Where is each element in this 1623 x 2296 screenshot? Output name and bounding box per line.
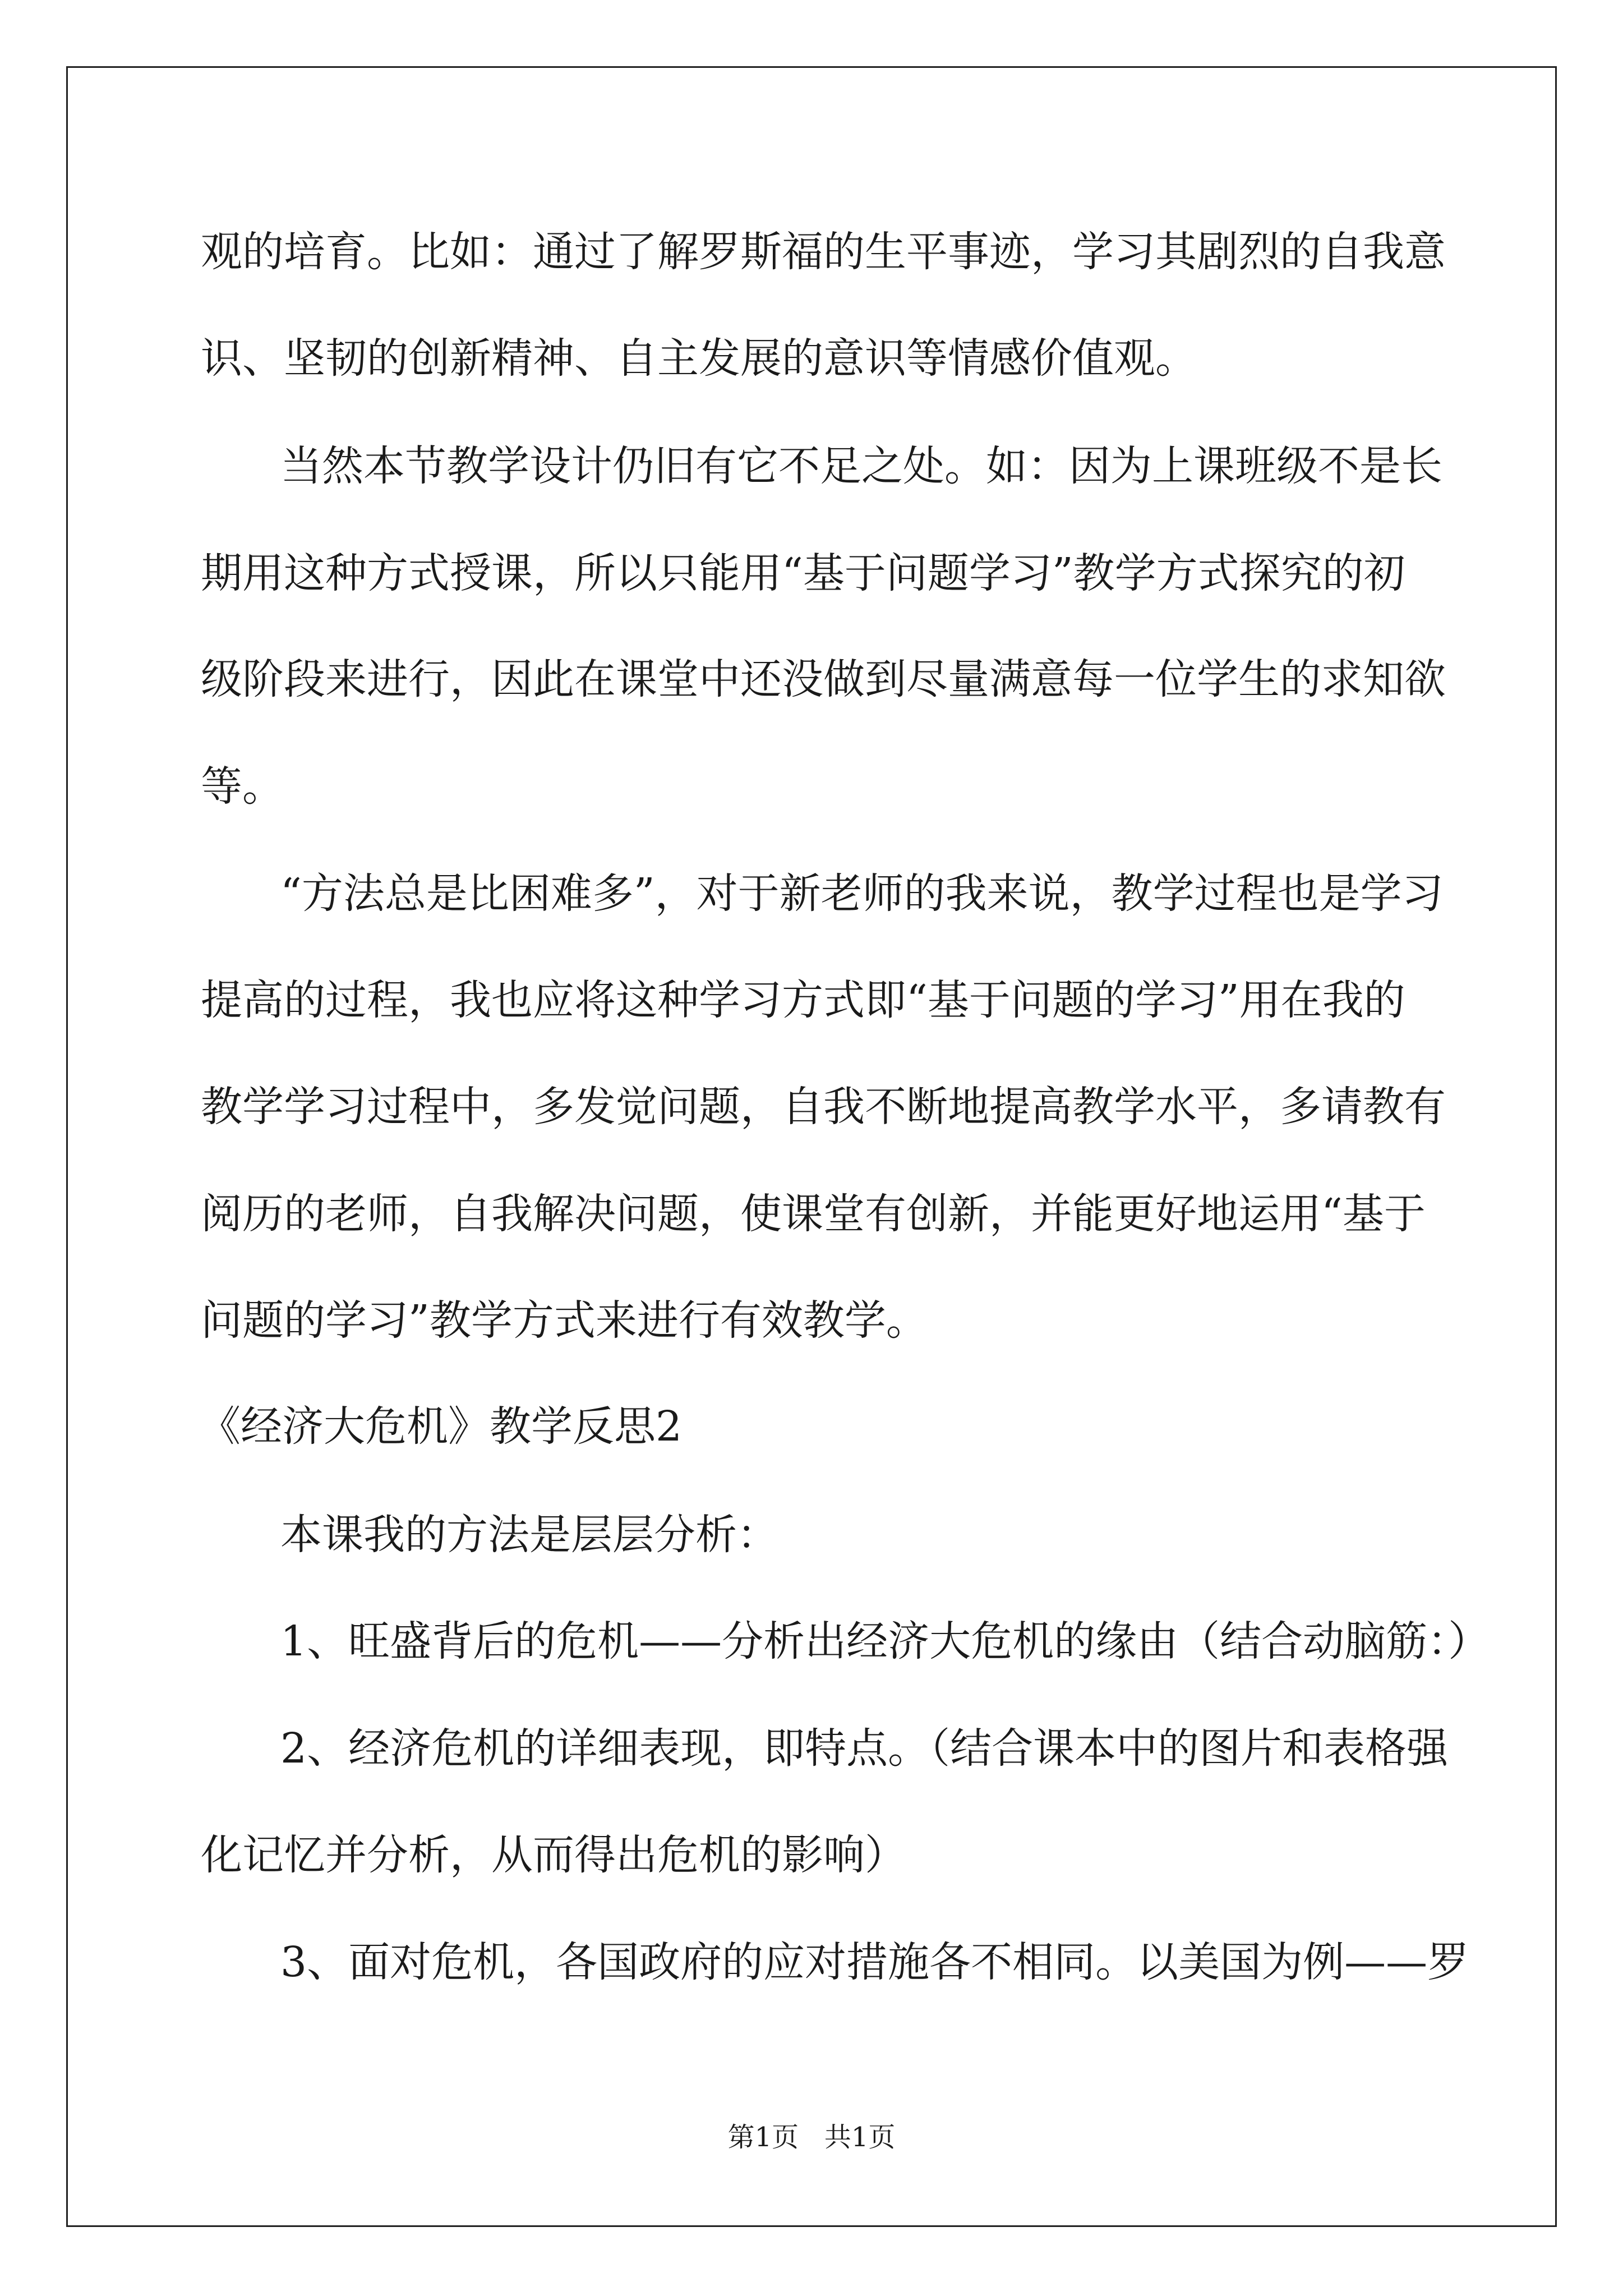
text-line: 观的培育。比如：通过了解罗斯福的生平事迹，学习其剧烈的自我意 (201, 228, 1446, 276)
text-line: 本课我的方法是层层分析： (280, 1511, 778, 1559)
text-line: 识、坚韧的创新精神、自主发展的意识等情感价值观。 (201, 334, 1197, 383)
text-line: 期用这种方式授课，所以只能用“基于问题学习”教学方式探究的初 (201, 549, 1405, 597)
text-line: 级阶段来进行，因此在课堂中还没做到尽量满意每一位学生的求知欲 (201, 655, 1446, 703)
text-line: 3、面对危机，各国政府的应对措施各不相同。以美国为例——罗 (280, 1938, 1469, 1986)
page-border (66, 66, 1557, 2227)
text-line: 问题的学习”教学方式来进行有效教学。 (201, 1296, 928, 1345)
text-line: 当然本节教学设计仍旧有它不足之处。如：因为上课班级不是长 (280, 442, 1442, 490)
text-line: 提高的过程，我也应将这种学习方式即“基于问题的学习”用在我的 (201, 976, 1405, 1024)
text-line: 教学学习过程中，多发觉问题，自我不断地提高教学水平，多请教有 (201, 1083, 1446, 1131)
section-heading: 《经济大危机》教学反思2 (199, 1402, 683, 1451)
page-number-footer: 第1页 共1页 (727, 2122, 896, 2153)
text-line: 2、经济危机的详细表现，即特点。（结合课本中的图片和表格强 (280, 1724, 1449, 1773)
text-line: “方法总是比困难多”，对于新老师的我来说，教学过程也是学习 (280, 869, 1444, 918)
text-line: 1、旺盛背后的危机——分析出经济大危机的缘由（结合动脑筋：） (280, 1617, 1490, 1665)
text-line: 等。 (201, 762, 284, 811)
text-line: 阅历的老师，自我解决问题，使课堂有创新，并能更好地运用“基于 (201, 1190, 1426, 1238)
text-line: 化记忆并分析，从而得出危机的影响） (201, 1831, 906, 1879)
